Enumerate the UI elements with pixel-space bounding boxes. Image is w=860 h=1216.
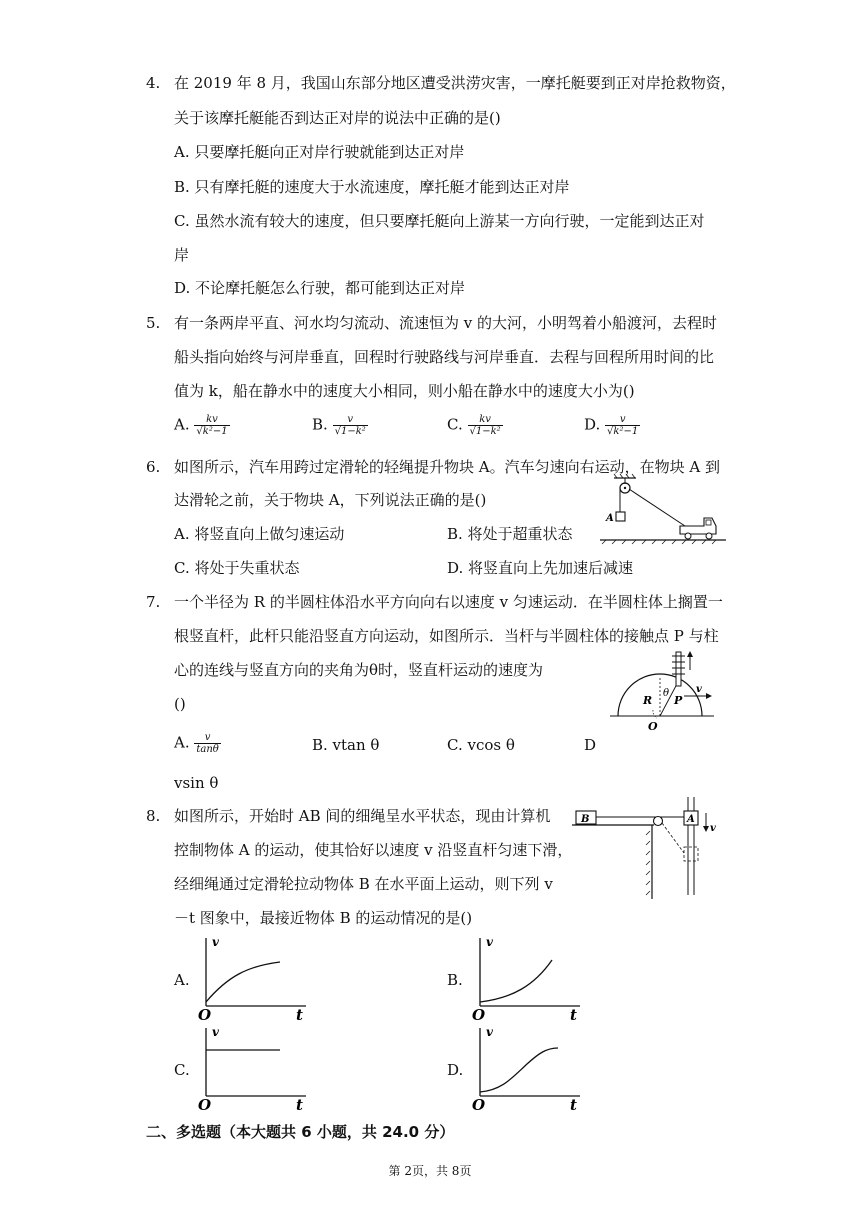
q7-option-a-fraction bbox=[194, 732, 220, 755]
q5-option-d bbox=[584, 414, 640, 437]
q6-fig-label-a: A bbox=[606, 513, 614, 524]
q4-number: 4. bbox=[146, 74, 161, 92]
q5-option-b-label: B. bbox=[312, 415, 328, 434]
q5-option-a-fraction bbox=[194, 414, 229, 437]
q5-number: 5. bbox=[146, 314, 161, 332]
q7-option-a-denominator: tanθ bbox=[196, 744, 219, 755]
q8-pulley-rod-figure bbox=[568, 795, 728, 899]
page-footer: 第 2页，共 8页 bbox=[388, 1164, 472, 1178]
q7-fig-label-o: O bbox=[648, 720, 658, 733]
q4-option-a: A. 只要摩托艇向正对岸行驶就能到达正对岸 bbox=[174, 143, 465, 161]
q8-graph-c bbox=[198, 1026, 310, 1112]
q5-option-c-denominator: √1−k² bbox=[469, 426, 501, 437]
q5-option-b-numerator: v bbox=[347, 414, 353, 425]
q8-option-c-label: C. bbox=[174, 1061, 190, 1079]
q5-option-a-denominator: √k²−1 bbox=[196, 426, 228, 437]
q5-option-c-fraction bbox=[468, 414, 503, 437]
q8-graph-d-v-label: v bbox=[486, 1025, 493, 1039]
q7-option-c: C. vcos θ bbox=[447, 736, 515, 754]
q4-option-d: D. 不论摩托艇怎么行驶，都可能到达正对岸 bbox=[174, 279, 466, 297]
q8-fig-label-v: v bbox=[710, 823, 716, 834]
q8-graph-c-t-label: t bbox=[296, 1096, 303, 1114]
q8-graph-a bbox=[198, 936, 310, 1022]
q7-option-d-label: D bbox=[584, 736, 597, 754]
q7-number: 7. bbox=[146, 593, 161, 611]
q7-fig-label-p: P bbox=[674, 694, 683, 707]
q4-option-c-cont: 岸 bbox=[174, 246, 190, 264]
q7-option-b: B. vtan θ bbox=[312, 736, 380, 754]
q8-graph-b bbox=[472, 936, 584, 1022]
q5-option-a-numerator: kv bbox=[206, 414, 218, 425]
q8-graph-b-t-label: t bbox=[570, 1006, 577, 1024]
q8-graph-a-origin: O bbox=[198, 1006, 212, 1024]
q8-stem-line2: 控制物体 A 的运动，使其恰好以速度 v 沿竖直杆匀速下滑， bbox=[174, 841, 573, 859]
q8-graph-d-t-label: t bbox=[570, 1096, 577, 1114]
q8-graph-a-t-label: t bbox=[296, 1006, 303, 1024]
q7-fig-label-r: R bbox=[643, 694, 653, 707]
q5-option-d-fraction bbox=[605, 414, 640, 437]
q8-graph-d-origin: O bbox=[472, 1096, 486, 1114]
q8-graph-c-v-label: v bbox=[212, 1025, 219, 1039]
q5-option-d-numerator: v bbox=[619, 414, 626, 425]
q8-fig-label-b: B bbox=[581, 814, 590, 825]
q8-graph-c-origin: O bbox=[198, 1096, 212, 1114]
q7-stem-line4: () bbox=[174, 695, 186, 713]
q6-stem-line1: 如图所示，汽车用跨过定滑轮的轻绳提升物块 A。汽车匀速向右运动，在物块 A 到 bbox=[174, 458, 720, 476]
q7-stem-line3: 心的连线与竖直方向的夹角为θ时，竖直杆运动的速度为 bbox=[174, 661, 544, 679]
q6-option-d: D. 将竖直向上先加速后减速 bbox=[447, 559, 634, 577]
q4-option-c: C. 虽然水流有较大的速度，但只要摩托艇向上游某一方向行驶，一定能到达正对 bbox=[174, 212, 705, 230]
q6-stem-line2: 达滑轮之前，关于物块 A，下列说法正确的是() bbox=[174, 491, 487, 509]
section-multiple-choice-heading: 二、多选题（本大题共 6 小题，共 24.0 分） bbox=[146, 1123, 455, 1141]
q4-option-b: B. 只有摩托艇的速度大于水流速度，摩托艇才能到达正对岸 bbox=[174, 178, 570, 196]
q8-graph-b-origin: O bbox=[472, 1006, 486, 1024]
q5-stem-line3: 值为 k，船在静水中的速度大小相同，则小船在静水中的速度大小为() bbox=[174, 382, 635, 400]
q5-option-b-denominator: √1−k² bbox=[334, 426, 366, 437]
q8-stem-line4: －t 图象中，最接近物体 B 的运动情况的是() bbox=[174, 909, 473, 927]
q7-semicylinder-figure bbox=[610, 648, 720, 733]
q8-option-a-label: A. bbox=[174, 971, 190, 989]
q5-stem-line1: 有一条两岸平直、河水均匀流动、流速恒为 v 的大河，小明驾着小船渡河，去程时 bbox=[174, 314, 718, 332]
q5-option-b bbox=[312, 414, 368, 437]
q8-graph-b-v-label: v bbox=[486, 935, 493, 949]
q8-option-d-label: D. bbox=[447, 1061, 464, 1079]
q7-fig-label-theta: θ bbox=[663, 688, 670, 699]
q7-stem-line1: 一个半径为 R 的半圆柱体沿水平方向向右以速度 v 匀速运动．在半圆柱体上搁置一 bbox=[174, 593, 723, 611]
q6-option-a: A. 将竖直向上做匀速运动 bbox=[174, 525, 345, 543]
q7-option-a-numerator: v bbox=[204, 732, 211, 743]
q8-stem-line3: 经细绳通过定滑轮拉动物体 B 在水平面上运动，则下列 v bbox=[174, 875, 553, 893]
q5-option-c-numerator: kv bbox=[479, 414, 491, 425]
q5-option-c-label: C. bbox=[447, 415, 463, 434]
q5-option-a bbox=[174, 414, 230, 437]
q6-number: 6. bbox=[146, 458, 161, 476]
q7-option-d: vsin θ bbox=[174, 774, 219, 792]
q8-number: 8. bbox=[146, 807, 161, 825]
q7-option-a-label: A. bbox=[174, 733, 190, 752]
q4-stem-line2: 关于该摩托艇能否到达正对岸的说法中正确的是() bbox=[174, 109, 501, 127]
q7-stem-line2: 根竖直杆，此杆只能沿竖直方向运动，如图所示．当杆与半圆柱体的接触点 P 与柱 bbox=[174, 627, 719, 645]
q8-graph-a-v-label: v bbox=[212, 935, 219, 949]
q8-graph-d bbox=[472, 1026, 584, 1112]
q5-option-c bbox=[447, 414, 503, 437]
q8-stem-line1: 如图所示，开始时 AB 间的细绳呈水平状态，现由计算机 bbox=[174, 807, 551, 825]
q6-pulley-car-figure bbox=[600, 476, 726, 548]
q6-option-c: C. 将处于失重状态 bbox=[174, 559, 300, 577]
q5-option-d-denominator: √k²−1 bbox=[607, 426, 639, 437]
q7-fig-label-v: v bbox=[696, 684, 702, 695]
q5-stem-line2: 船头指向始终与河岸垂直，回程时行驶路线与河岸垂直．去程与回程所用时间的比 bbox=[174, 348, 715, 366]
q8-fig-label-a: A bbox=[687, 814, 695, 825]
q5-option-b-fraction bbox=[333, 414, 368, 437]
q4-stem-line1: 在 2019 年 8 月，我国山东部分地区遭受洪涝灾害，一摩托艇要到正对岸抢救物资， bbox=[174, 74, 736, 92]
q6-option-b: B. 将处于超重状态 bbox=[447, 525, 573, 543]
q8-option-b-label: B. bbox=[447, 971, 463, 989]
q5-option-d-label: D. bbox=[584, 415, 601, 434]
q5-option-a-label: A. bbox=[174, 415, 190, 434]
q7-option-a bbox=[174, 732, 221, 755]
